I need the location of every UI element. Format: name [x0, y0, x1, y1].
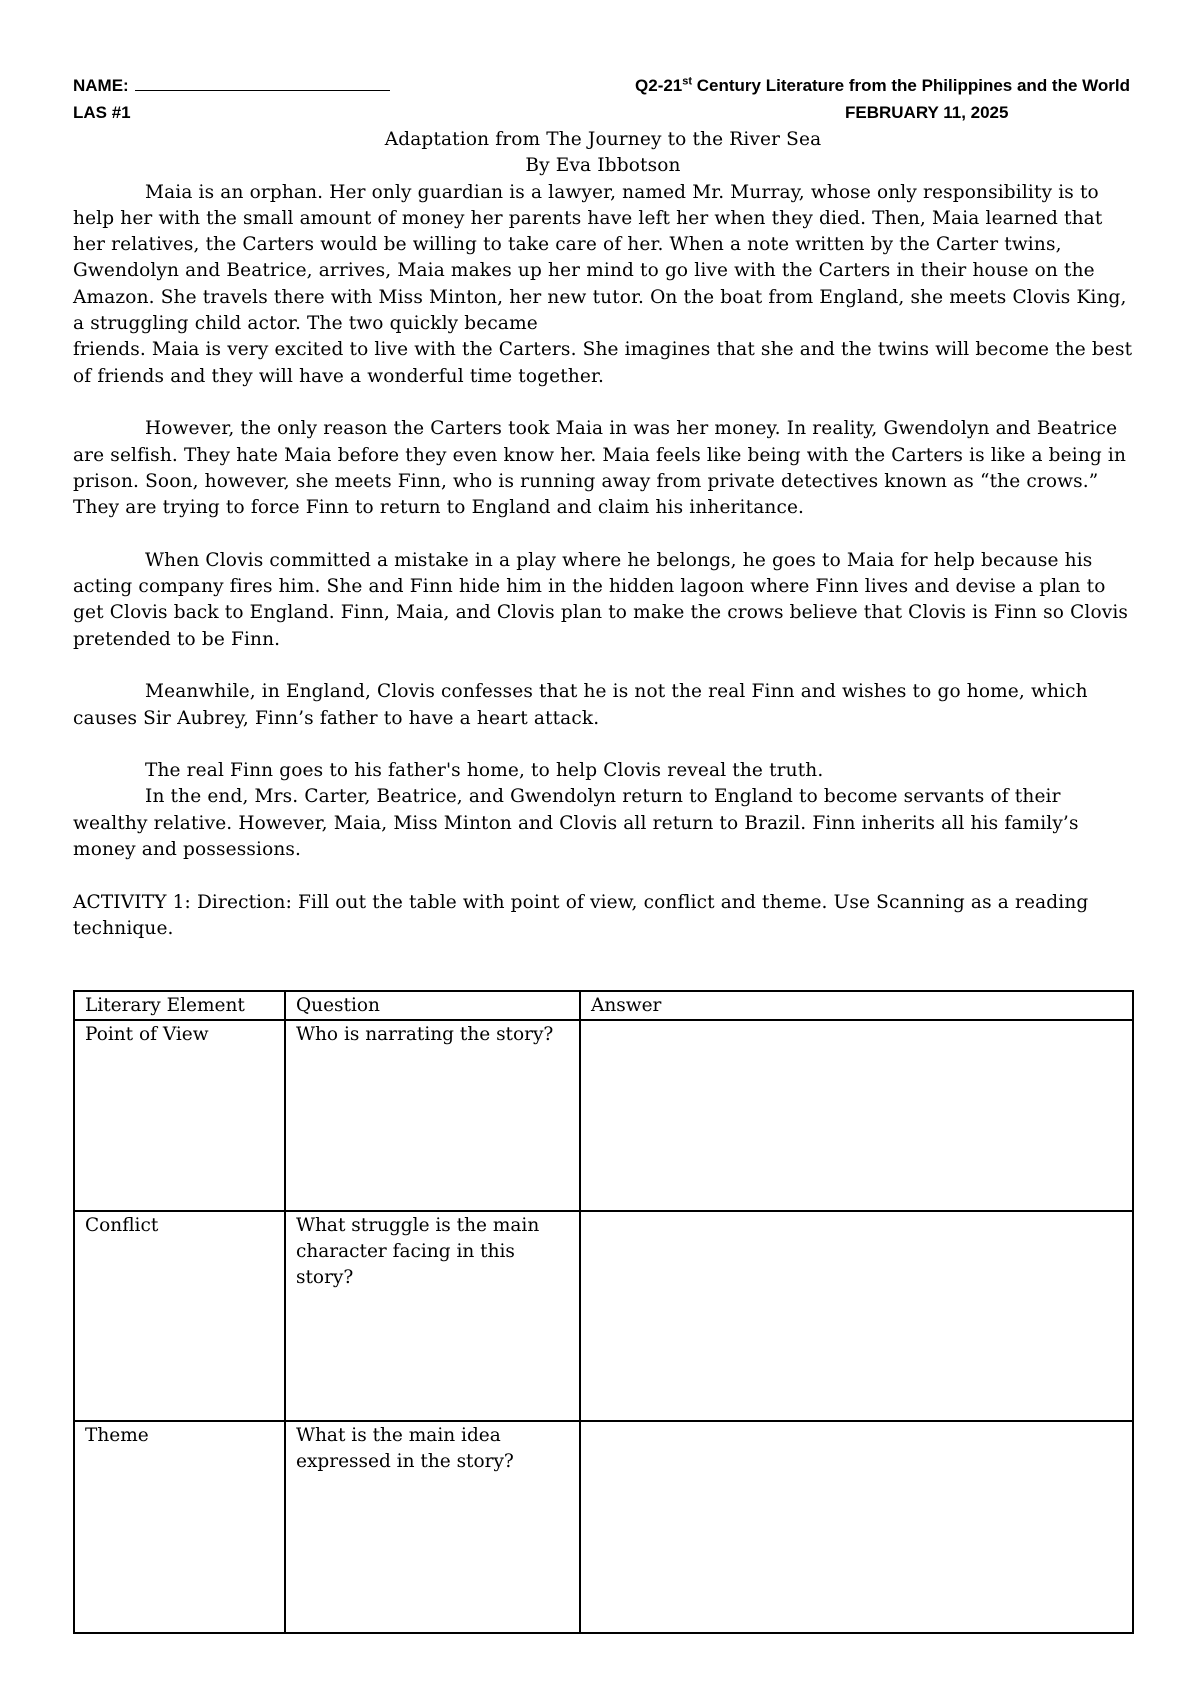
column-header-answer: Answer	[580, 991, 1133, 1020]
paragraph-spacer	[73, 390, 1133, 416]
course-suffix: Century Literature from the Philippines and the World	[692, 76, 1130, 95]
paragraph-spacer	[73, 863, 1133, 889]
name-field	[73, 73, 390, 99]
worksheet-date: FEBRUARY 11, 2025	[845, 103, 1009, 122]
course-superscript: st	[682, 75, 693, 88]
paragraph-spacer	[73, 653, 1133, 679]
paragraph-spacer	[73, 521, 1133, 547]
story-title: Adaptation from The Journey to the River Sea	[384, 129, 822, 150]
course-prefix: Q2-21	[635, 76, 683, 95]
course-title	[635, 73, 1130, 99]
story-text	[73, 127, 1133, 942]
activity-direction: ACTIVITY 1: Direction: Fill out the table with point of view, conflict and theme. Use Scanning as a reading technique.	[73, 891, 1089, 939]
name-blank-line[interactable]	[135, 73, 390, 91]
question-cell: Who is narrating the story?	[285, 1020, 580, 1211]
answer-cell[interactable]	[580, 1020, 1133, 1211]
activity-table	[73, 990, 1134, 1634]
answer-cell[interactable]	[580, 1211, 1133, 1421]
story-author: By Eva Ibbotson	[525, 155, 681, 177]
story-paragraph-5: The real Finn goes to his father's home, to help Clovis reveal the truth.	[145, 760, 824, 782]
name-label: NAME:	[73, 76, 129, 95]
table-row	[74, 1020, 1133, 1211]
table-header-row	[74, 991, 1133, 1020]
element-cell: Conflict	[74, 1211, 285, 1421]
column-header-question: Question	[285, 991, 580, 1020]
paragraph-spacer	[73, 732, 1133, 758]
element-cell: Point of View	[74, 1020, 285, 1211]
column-header-element: Literary Element	[74, 991, 285, 1020]
story-paragraph-6: In the end, Mrs. Carter, Beatrice, and Gwendolyn return to England to become servants of their wealthy relative. However, Maia, Miss Minton and Clovis all return to Brazil. Finn inherits all his family’s money and possessions.	[73, 786, 1079, 861]
story-paragraph-2: However, the only reason the Carters took Maia in was her money. In reality, Gwendolyn and Beatrice are selfish. They hate Maia before they even know her. Maia feels like being with the Carters is like a being in prison. Soon, however, she meets Finn, who is running away from private detectives known as “the crows.” They are trying to force Finn to return to England and claim his inheritance.	[73, 418, 1127, 519]
story-paragraph-1b: friends. Maia is very excited to live with the Carters. She imagines that she and the twins will become the best of friends and they will have a wonderful time together.	[73, 339, 1133, 387]
story-paragraph-1a: Maia is an orphan. Her only guardian is a lawyer, named Mr. Murray, whose only responsibility is to help her with the small amount of money her parents have left her when they died. Then, Maia learned that her relatives, the Carters would be willing to take care of her. When a note written by the Carter twins, Gwendolyn and Beatrice, arrives, Maia makes up her mind to go live with the Carters in their house on the Amazon. She travels there with Miss Minton, her new tutor. On the boat from England, she meets Clovis King, a struggling child actor. The two quickly became	[73, 181, 1127, 335]
las-number: LAS #1	[73, 103, 131, 122]
element-cell: Theme	[74, 1421, 285, 1633]
story-paragraph-3: When Clovis committed a mistake in a play where he belongs, he goes to Maia for help because his acting company fires him. She and Finn hide him in the hidden lagoon where Finn lives and devise a plan to get Clovis back to England. Finn, Maia, and Clovis plan to make the crows believe that Clovis is Finn so Clovis pretended to be Finn.	[73, 549, 1129, 650]
story-paragraph-4: Meanwhile, in England, Clovis confesses that he is not the real Finn and wishes to go home, which causes Sir Aubrey, Finn’s father to have a heart attack.	[73, 681, 1088, 729]
question-cell: What struggle is the main character facing in this story?	[285, 1211, 580, 1421]
table-row	[74, 1421, 1133, 1633]
answer-cell[interactable]	[580, 1421, 1133, 1633]
question-cell: What is the main idea expressed in the story?	[285, 1421, 580, 1633]
table-row	[74, 1211, 1133, 1421]
